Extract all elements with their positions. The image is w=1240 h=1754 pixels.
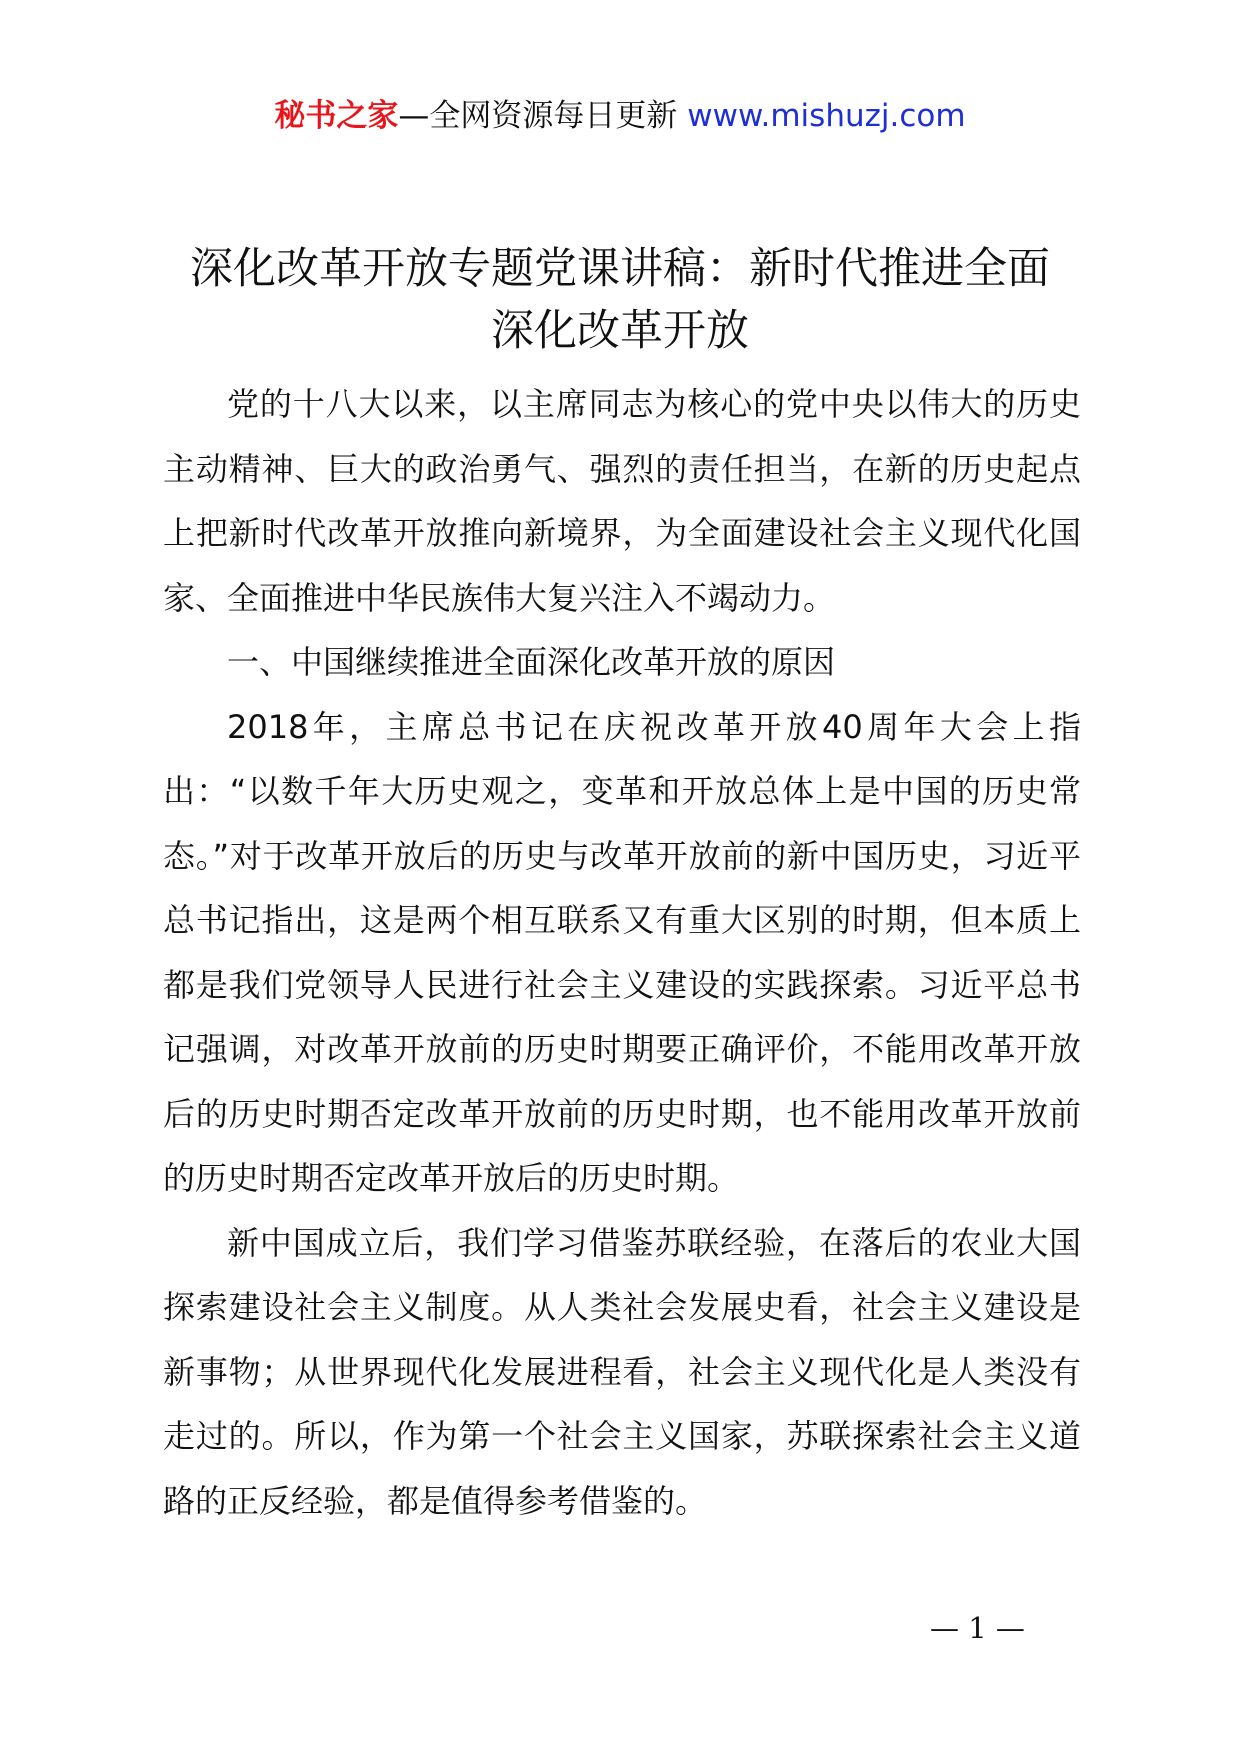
- document-body: [163, 372, 1081, 1533]
- document-title-line-1: 深化改革开放专题党课讲稿：新时代推进全面: [190, 244, 1050, 294]
- header-tagline: —全网资源每日更新: [398, 98, 678, 134]
- intro-paragraph: 党的十八大以来，以主席同志为核心的党中央以伟大的历史主动精神、巨大的政治勇气、强烈的责任担当，在新的历史起点上把新时代改革开放推向新境界，为全面建设社会主义现代化国家、全面推进中华民族伟大复兴注入不竭动力。: [163, 385, 1081, 617]
- document-title: [150, 238, 1090, 362]
- body-paragraph: 2018年，主席总书记在庆祝改革开放40周年大会上指出：“以数千年大历史观之，变革和开放总体上是中国的历史常态。”对于改革开放后的历史与改革开放前的新中国历史，习近平总书记指出，这是两个相互联系又有重大区别的时期，但本质上都是我们党领导人民进行社会主义建设的实践探索。习近平总书记强调，对改革开放前的历史时期要正确评价，不能用改革开放后的历史时期否定改革开放前的历史时期，也不能用改革开放前的历史时期否定改革开放后的历史时期。: [163, 707, 1081, 1197]
- document-title-line-2: 深化改革开放: [491, 306, 749, 356]
- site-url-link[interactable]: www.mishuzj.com: [687, 98, 966, 134]
- header-banner: [0, 96, 1240, 136]
- section-heading: 一、中国继续推进全面深化改革开放的原因: [227, 643, 836, 681]
- page-number: — 1 —: [930, 1611, 1025, 1645]
- body-paragraph: 新中国成立后，我们学习借鉴苏联经验，在落后的农业大国探索建设社会主义制度。从人类社会发展史看，社会主义建设是新事物；从世界现代化发展进程看，社会主义现代化是人类没有走过的。所以，作为第一个社会主义国家，苏联探索社会主义道路的正反经验，都是值得参考借鉴的。: [163, 1223, 1081, 1520]
- brand-name: 秘书之家: [274, 98, 399, 134]
